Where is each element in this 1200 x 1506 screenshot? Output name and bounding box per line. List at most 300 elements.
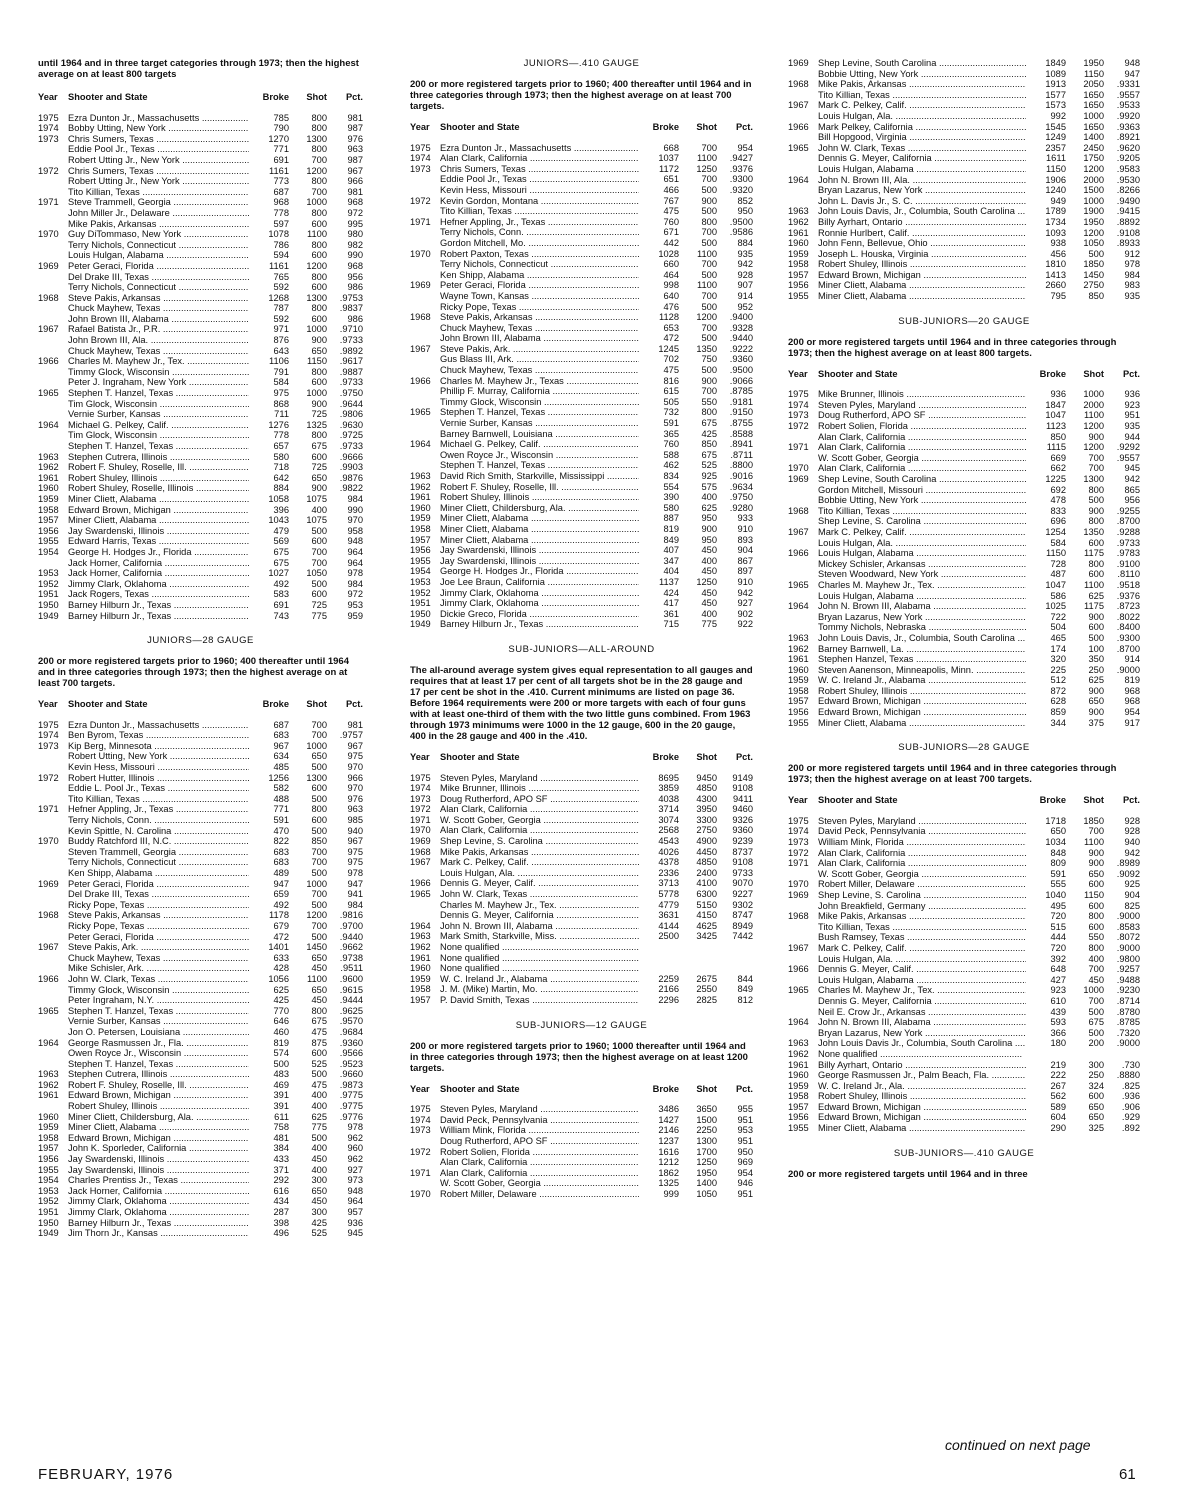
row-broke: 466: [663, 184, 679, 195]
row-shooter: Edward Brown, Michigan .....: [818, 696, 1026, 707]
row-year: 1958: [788, 1091, 809, 1102]
row-pct: .9415: [1116, 206, 1140, 217]
row-pct: .9000: [1116, 664, 1140, 675]
row-year: [38, 1101, 68, 1112]
row-shooter: Edward Brown, Michigan .....: [68, 1090, 249, 1101]
row-broke: 3859: [658, 783, 679, 794]
row-shot: 600: [311, 1048, 327, 1059]
row-shooter: Mike Schisler, Ark. .....: [68, 963, 249, 974]
row-shooter: John N. Brown III, Ala. .....: [818, 175, 1026, 186]
row-year: [38, 857, 68, 868]
row-pct: .9600: [339, 973, 363, 984]
row-shooter: Louis Hulgan, Alabama .....: [818, 164, 1026, 175]
row-shot: 1200: [306, 260, 327, 271]
table-row: [410, 1104, 753, 1115]
row-year: [38, 314, 68, 325]
row-broke: 562: [1050, 1091, 1066, 1102]
table-row: [788, 280, 1140, 291]
row-shot: 700: [311, 557, 327, 568]
row-shooter: Charles M. Mayhew Jr., Texas .....: [440, 376, 639, 387]
row-year: 1957: [410, 534, 431, 545]
row-shot: 1450: [1083, 269, 1104, 280]
header-shot: Shot: [696, 751, 717, 762]
row-shooter: Miner Cliett, Childersburg, Ala. .....: [68, 1112, 249, 1123]
row-pct: 960: [347, 1143, 363, 1154]
row-year: [410, 174, 440, 185]
row-shooter: Mark C. Pelkey, Calif. .....: [818, 943, 1026, 954]
table-row: [410, 503, 753, 514]
row-shot: 500: [311, 931, 327, 942]
row-shot: 1000: [1083, 110, 1104, 121]
row-shot: 9450: [696, 772, 717, 783]
row-pct: 986: [347, 282, 363, 293]
row-shooter: Ronnie Hurlbert, Calif. .....: [818, 228, 1026, 239]
row-pct: 962: [347, 1154, 363, 1165]
row-shot: 2675: [696, 973, 717, 984]
row-shot: 500: [1088, 1027, 1104, 1038]
row-year: 1969: [788, 890, 809, 900]
row-year: [38, 963, 68, 974]
row-shooter: Rafael Batista Jr., P.R. .....: [68, 324, 249, 335]
row-year: [410, 333, 440, 344]
table-row: [788, 453, 1140, 464]
row-year: [788, 559, 818, 570]
row-broke: [639, 942, 679, 953]
row-shot: 350: [1088, 654, 1104, 665]
row-year: 1964: [410, 920, 431, 931]
row-pct: 941: [347, 889, 363, 900]
row-broke: 391: [273, 1101, 289, 1112]
row-shooter: Gordon Mitchell, Missouri .....: [818, 485, 1026, 496]
row-pct: .906: [1121, 1101, 1140, 1112]
table-row: [38, 568, 363, 579]
header-broke: Broke: [262, 92, 289, 102]
row-shooter: William Mink, Florida .....: [440, 1125, 639, 1136]
row-year: [38, 868, 68, 879]
row-shot: 625: [1088, 675, 1104, 686]
row-broke: 1270: [268, 133, 289, 144]
row-pct: 954: [1124, 707, 1140, 718]
row-shot: 375: [1088, 717, 1104, 728]
table-row: [38, 921, 363, 932]
row-pct: 981: [347, 719, 363, 730]
row-year: 1969: [788, 474, 809, 484]
row-pct: .9292: [1116, 442, 1140, 453]
row-shot: 1300: [306, 772, 327, 783]
row-year: [38, 889, 68, 900]
table-row: [38, 836, 363, 847]
table-row: [410, 847, 753, 858]
row-broke: 770: [273, 1005, 289, 1016]
row-shot: 500: [311, 525, 327, 536]
table-row: [410, 889, 753, 900]
table-row: [410, 1125, 753, 1136]
row-shooter: Bobbie Utting, New York .....: [818, 495, 1026, 506]
row-shot: 500: [701, 333, 717, 344]
row-broke: 1040: [1045, 890, 1066, 900]
header-shooter: Shooter and State: [818, 795, 898, 806]
row-broke: 344: [1050, 717, 1066, 728]
row-year: 1971: [788, 442, 809, 453]
row-broke: 1401: [268, 942, 289, 953]
row-shot: 900: [701, 375, 717, 386]
row-year: 1954: [410, 566, 431, 577]
row-shooter: Alan Clark, California .....: [818, 858, 1026, 869]
row-shot: 700: [311, 857, 327, 868]
row-broke: 591: [1050, 868, 1066, 879]
row-year: [788, 996, 818, 1007]
row-shooter: None qualified .....: [440, 942, 639, 953]
row-pct: .892: [1121, 1123, 1140, 1134]
row-year: 1971: [410, 216, 431, 227]
row-broke: 460: [273, 1026, 289, 1037]
row-shooter: Robert F. Shuley, Roselle, Ill. .....: [68, 1080, 249, 1091]
row-shooter: Louis Hulgan, Ala. .....: [440, 868, 639, 879]
row-shooter: Tito Killian, Texas .....: [440, 206, 639, 217]
table-row: [38, 751, 363, 762]
row-shooter: Bush Ramsey, Texas .....: [818, 932, 1026, 943]
row-year: 1953: [410, 576, 431, 587]
row-broke: 760: [663, 439, 679, 450]
row-shot: 4900: [696, 836, 717, 847]
row-year: 1973: [410, 1125, 431, 1136]
row-pct: 978: [347, 568, 363, 579]
row-pct: .8785: [729, 386, 753, 397]
row-broke: 1847: [1045, 399, 1066, 410]
row-shooter: John N. Brown III, Alabama .....: [818, 1017, 1026, 1028]
row-pct: 950: [737, 1146, 753, 1157]
row-shot: 1400: [1083, 132, 1104, 143]
row-pct: 973: [347, 1175, 363, 1186]
row-shot: 1050: [306, 568, 327, 579]
row-broke: 975: [273, 388, 289, 399]
row-shooter: John Brown III, Ala. .....: [68, 335, 249, 346]
row-year: 1974: [410, 1114, 431, 1125]
row-year: 1957: [788, 269, 809, 280]
row-shooter: Gordon Mitchell, Mo. .....: [440, 238, 639, 249]
table-row: [410, 429, 753, 440]
row-shot: 600: [1088, 879, 1104, 890]
row-year: 1969: [38, 260, 59, 271]
row-shot: 1300: [306, 292, 327, 303]
row-broke: 787: [273, 303, 289, 314]
row-shot: 500: [1088, 248, 1104, 259]
row-shot: 1100: [697, 280, 717, 291]
row-shooter: Chris Sumers, Texas .....: [68, 166, 249, 177]
row-shooter: Mark C. Pelkey, Calif. .....: [818, 100, 1026, 111]
header-shot: Shot: [306, 699, 327, 710]
row-year: 1966: [788, 548, 809, 559]
table-row: [38, 1218, 363, 1229]
table-row: [788, 718, 1140, 729]
row-pct: 970: [347, 515, 363, 526]
row-shooter: Vernie Surber, Kansas .....: [68, 409, 249, 420]
row-shot: 650: [311, 1185, 327, 1196]
table-row: [38, 879, 363, 890]
row-broke: 1245: [658, 343, 679, 354]
row-shot: 650: [1088, 868, 1104, 879]
row-broke: 1093: [1045, 227, 1066, 238]
table-row: [410, 259, 753, 270]
row-broke: 1115: [1046, 442, 1066, 453]
row-shooter: Mark C. Pelkey, Calif. .....: [818, 527, 1026, 538]
row-shot: 500: [311, 825, 327, 836]
row-pct: .9733: [1116, 537, 1140, 548]
row-shot: 1500: [696, 1114, 717, 1125]
table-row: [410, 238, 753, 249]
row-shot: 800: [311, 207, 327, 218]
row-shooter: Stephen Cutrera, Illinois .....: [68, 1069, 249, 1080]
row-shooter: Ken Shipp, Alabama .....: [68, 868, 249, 879]
row-pct: 914: [737, 290, 753, 301]
row-shooter: Dennis G. Meyer, California .....: [818, 153, 1026, 164]
row-year: [38, 367, 68, 378]
header-shooter: Shooter and State: [818, 368, 898, 379]
row-shooter: Terry Nichols, Connecticut .....: [440, 259, 639, 270]
row-pct: .9066: [729, 375, 753, 386]
row-pct: .9280: [729, 502, 753, 513]
row-year: 1967: [788, 100, 809, 111]
row-shot: 600: [1088, 569, 1104, 580]
row-shot: 1150: [1084, 890, 1104, 900]
header-shot: Shot: [696, 122, 717, 132]
row-pct: 954: [737, 1167, 753, 1178]
row-pct: 995: [347, 218, 363, 229]
row-shot: 725: [311, 409, 327, 420]
row-broke: 485: [273, 762, 289, 773]
row-broke: 434: [273, 1196, 289, 1207]
row-pct: .9000: [1116, 1038, 1140, 1049]
row-shot: 3300: [696, 814, 717, 825]
row-broke: 472: [663, 333, 679, 344]
row-shot: 2250: [696, 1125, 717, 1136]
row-shot: 650: [311, 472, 327, 483]
row-pct: .9625: [339, 1005, 363, 1016]
header-pct: Pct.: [1122, 795, 1140, 806]
row-broke: 569: [273, 536, 289, 547]
row-shot: 1000: [306, 324, 327, 335]
table-row: [38, 589, 363, 600]
row-year: 1973: [788, 837, 809, 848]
row-shooter: Robert Hutter, Illinois .....: [68, 773, 249, 784]
row-broke: 968: [273, 197, 289, 208]
row-shooter: W. Scott Gober, Georgia .....: [818, 453, 1026, 464]
row-broke: 1078: [268, 229, 289, 240]
row-shooter: W. C. Ireland Jr., Alabama .....: [440, 974, 639, 985]
row-shooter: Steve Pakis, Arkansas .....: [440, 312, 639, 323]
table-row: [38, 1143, 363, 1154]
table-row: [410, 619, 753, 630]
row-shot: 1200: [1083, 442, 1104, 453]
row-shooter: Tito Killian, Texas .....: [68, 794, 249, 805]
row-pct: 956: [347, 271, 363, 282]
row-shot: 900: [311, 398, 327, 409]
row-broke: 396: [273, 504, 289, 515]
row-shot: 4150: [696, 910, 717, 921]
row-pct: .8022: [1116, 611, 1140, 622]
table-row: [788, 527, 1140, 538]
row-pct: 927: [347, 1164, 363, 1175]
row-shooter: Ezra Dunton Jr., Massachusetts .....: [68, 113, 249, 124]
row-broke: 5778: [658, 889, 679, 900]
row-year: 1955: [38, 536, 59, 547]
table-row: [410, 825, 753, 836]
row-broke: 1611: [1046, 153, 1066, 164]
row-pct: 964: [347, 557, 363, 568]
row-pct: 945: [1124, 463, 1140, 474]
row-year: [38, 921, 68, 932]
row-year: 1964: [788, 174, 809, 185]
row-shooter: Ricky Pope, Texas .....: [440, 302, 639, 313]
row-shooter: Miner Cliett, Alabama .....: [818, 280, 1026, 291]
row-pct: 950: [737, 206, 753, 217]
row-year: 1963: [410, 471, 431, 481]
row-broke: 722: [1050, 611, 1066, 622]
row-shooter: Kevin Hess, Missouri .....: [440, 185, 639, 196]
row-shot: 925: [701, 471, 717, 481]
row-broke: 428: [273, 963, 289, 974]
row-broke: 711: [274, 409, 289, 420]
row-broke: 439: [1050, 1006, 1066, 1017]
row-shooter: Mickey Schisler, Arkansas .....: [818, 559, 1026, 570]
row-year: 1963: [38, 1069, 59, 1080]
table-row: [38, 558, 363, 569]
row-shooter: Steven Pyles, Maryland .....: [440, 1104, 639, 1115]
row-broke: 574: [273, 1048, 289, 1059]
row-pct: .8921: [1116, 132, 1140, 143]
row-broke: 1150: [1046, 163, 1066, 174]
row-year: [410, 354, 440, 365]
row-shot: 450: [701, 587, 717, 598]
row-year: [788, 869, 818, 880]
row-shooter: John W. Clark, Texas .....: [440, 889, 639, 900]
row-pct: 884: [737, 237, 753, 248]
row-shooter: Mike Brunner, Illinois .....: [818, 389, 1026, 400]
row-shot: 675: [701, 418, 717, 429]
table-row: [38, 144, 363, 155]
row-shot: 6300: [696, 889, 717, 900]
section-intro: 200 or more registered targets until 1964 and in three categories through 1973; then the highest average on at least 800 targets.: [788, 336, 1117, 359]
row-year: [38, 219, 68, 230]
table-row: [38, 579, 363, 590]
row-shooter: Chuck Mayhew, Texas .....: [68, 303, 249, 314]
row-pct: .8700: [1116, 516, 1140, 527]
row-year: [38, 282, 68, 293]
header-pct: Pct.: [735, 751, 753, 762]
row-shooter: Steve Pakis, Ark. .....: [440, 344, 639, 355]
row-year: 1974: [788, 826, 809, 837]
row-shooter: Peter J. Ingraham, New York .....: [68, 377, 249, 388]
table-row: [788, 495, 1140, 506]
row-pct: 976: [347, 793, 363, 804]
row-shot: 700: [1088, 452, 1104, 463]
row-pct: .9822: [339, 483, 363, 494]
row-pct: 9227: [732, 889, 753, 900]
row-pct: .9320: [729, 184, 753, 195]
row-broke: 1789: [1045, 206, 1066, 217]
table-row: [788, 559, 1140, 570]
row-pct: 867: [737, 555, 753, 566]
row-year: 1959: [38, 493, 59, 504]
row-shooter: Jack Horner, California .....: [68, 1186, 249, 1197]
row-broke: 180: [1050, 1038, 1066, 1049]
row-shooter: Miner Cliett, Alabama .....: [440, 535, 639, 546]
row-year: 1952: [38, 1196, 59, 1207]
row-shot: 725: [311, 462, 327, 473]
row-shooter: W. C. Ireland Jr., Alabama .....: [818, 675, 1026, 686]
row-pct: .9427: [729, 153, 753, 164]
row-pct: .9360: [339, 1037, 363, 1048]
table-row: [410, 376, 753, 387]
table-row: [788, 206, 1140, 217]
row-year: [38, 995, 68, 1006]
row-broke: 267: [1050, 1080, 1066, 1091]
row-shooter: Timmy Glock, Wisconsin .....: [68, 985, 249, 996]
row-broke: 2296: [658, 994, 679, 1005]
row-shooter: Phillip F. Murray, California .....: [440, 386, 639, 397]
table-row: [410, 868, 753, 879]
row-shooter: Louis Hulgan, Alabama .....: [818, 975, 1026, 986]
table-row: [38, 399, 363, 410]
row-broke: 1089: [1045, 68, 1066, 79]
row-pct: .9753: [339, 292, 363, 303]
row-shot: 850: [701, 439, 717, 450]
row-pct: 990: [347, 250, 363, 261]
row-shot: 1000: [1083, 195, 1104, 206]
table-row: [410, 535, 753, 546]
row-broke: 868: [273, 398, 289, 409]
row-broke: 3486: [658, 1104, 679, 1115]
row-broke: 470: [273, 825, 289, 836]
row-broke: 615: [663, 386, 679, 397]
row-year: [788, 975, 818, 986]
row-year: 1955: [38, 1164, 59, 1175]
row-shot: 2750: [1083, 280, 1104, 291]
row-shot: 1850: [1083, 259, 1104, 270]
sub-juniors-12-gauge-table: [410, 1104, 753, 1199]
row-pct: .8588: [729, 428, 753, 439]
row-pct: 942: [1124, 847, 1140, 858]
row-pct: 984: [347, 899, 363, 910]
row-year: 1951: [38, 589, 59, 600]
row-year: 1970: [788, 879, 809, 890]
row-broke: 292: [273, 1175, 289, 1186]
row-year: 1960: [410, 963, 431, 974]
table-row: [38, 356, 363, 367]
table-row: [38, 1207, 363, 1218]
row-shooter: Terry Nichols, Connecticut .....: [68, 857, 249, 868]
table-header: [788, 369, 1140, 380]
row-shooter: Robert Shuley, Illinois .....: [68, 473, 249, 484]
row-year: 1968: [410, 846, 431, 857]
row-year: [410, 1136, 440, 1147]
row-year: 1956: [38, 525, 59, 536]
row-pct: .8714: [1116, 995, 1140, 1006]
table-row: [410, 1157, 753, 1168]
table-row: [788, 506, 1140, 517]
row-pct: [717, 953, 753, 964]
row-pct: .9634: [729, 481, 753, 492]
row-year: 1965: [38, 1005, 59, 1016]
table-row: [410, 815, 753, 826]
header-year: Year: [788, 795, 808, 806]
header-year: Year: [410, 1083, 430, 1094]
row-shooter: Jay Swardenski, Illinois .....: [68, 526, 249, 537]
table-row: [38, 1069, 363, 1080]
table-row: [38, 515, 363, 526]
header-year: Year: [788, 368, 808, 379]
table-row: [788, 485, 1140, 496]
